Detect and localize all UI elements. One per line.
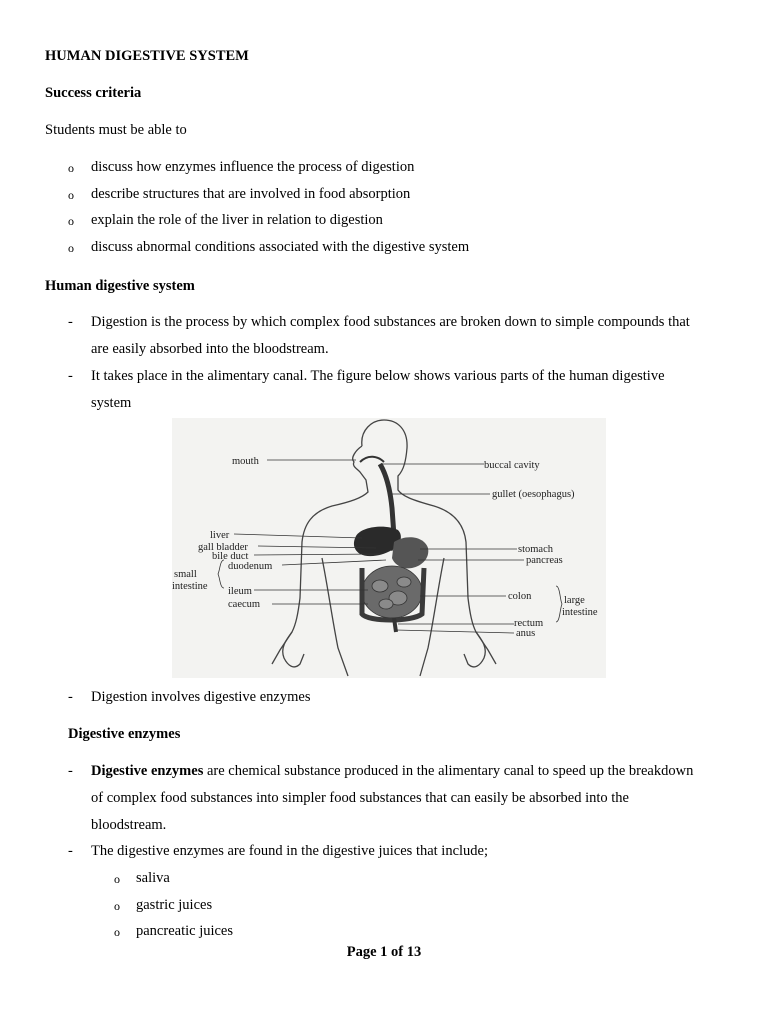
small-intestine-bracket [218,560,224,588]
bullet-marker: o [68,241,74,255]
success-criteria-heading: Success criteria [45,85,142,101]
digestive-system-figure [172,418,606,678]
mouth-cavity [360,457,384,462]
paragraph-line [91,762,693,780]
label-buccal-cavity: buccal cavity [484,460,540,471]
dash-marker: - [68,843,73,859]
bullet-marker: o [114,925,120,939]
dash-marker: - [68,368,73,384]
section-heading-digestive-system: Human digestive system [45,278,195,294]
list-item: describe structures that are involved in food absorption [91,186,411,202]
list-item: explain the role of the liver in relation to digestion [91,212,383,228]
list-item: saliva [136,870,170,886]
list-item: discuss abnormal conditions associated with the digestive system [91,239,470,255]
label-ileum: ileum [228,586,252,597]
rectum-shape [394,618,396,632]
paragraph-text: are chemical substance produced in the alimentary canal to speed up the breakdown [203,763,694,779]
label-gullet: gullet (oesophagus) [492,489,575,500]
label-bile-duct: bile duct [212,551,249,562]
paragraph-line: system [91,395,132,411]
paragraph-line: bloodstream. [91,817,167,833]
page-title: HUMAN DIGESTIVE SYSTEM [45,48,249,64]
paragraph-line: It takes place in the alimentary canal. The figure below shows various parts of the human digestive [91,368,665,384]
label-intestine-large: intestine [562,607,598,618]
page-number-footer: Page 1 of 13 [346,944,422,960]
paragraph-line: Digestion involves digestive enzymes [91,689,311,705]
label-stomach: stomach [518,544,553,555]
term-digestive-enzymes: Digestive enzymes [91,763,204,779]
label-intestine-small: intestine [172,581,208,592]
intestines-shape [362,566,422,618]
list-item: discuss how enzymes influence the process of digestion [91,159,415,175]
stomach-shape [392,537,428,568]
bullet-marker: o [68,161,74,175]
list-item: gastric juices [136,897,213,913]
label-pancreas: pancreas [526,555,563,566]
label-anus: anus [516,628,536,639]
label-liver: liver [210,530,230,541]
label-large: large [564,595,585,606]
label-colon: colon [508,591,532,602]
dash-marker: - [68,689,73,705]
label-caecum: caecum [228,599,261,610]
label-duodenum: duodenum [228,561,273,572]
label-small: small [174,569,197,580]
label-mouth: mouth [232,456,259,467]
digestive-system-diagram [172,418,606,678]
success-intro: Students must be able to [45,122,187,138]
label-rectum: rectum [514,618,544,629]
label-gall-bladder: gall bladder [198,542,248,553]
section-heading-digestive-enzymes: Digestive enzymes [68,726,181,742]
bullet-marker: o [68,214,74,228]
paragraph-line: The digestive enzymes are found in the digestive juices that include; [91,843,489,859]
bullet-marker: o [114,872,120,886]
list-item: pancreatic juices [136,923,234,939]
dash-marker: - [68,763,73,779]
paragraph-line: are easily absorbed into the bloodstream. [91,341,329,357]
dash-marker: - [68,314,73,330]
bullet-marker: o [114,899,120,913]
paragraph-line: of complex food substances into simpler food substances that can easily be absorbed into the [91,790,629,806]
paragraph-line: Digestion is the process by which complex food substances are broken down to simple compounds that [91,314,690,330]
bullet-marker: o [68,188,74,202]
